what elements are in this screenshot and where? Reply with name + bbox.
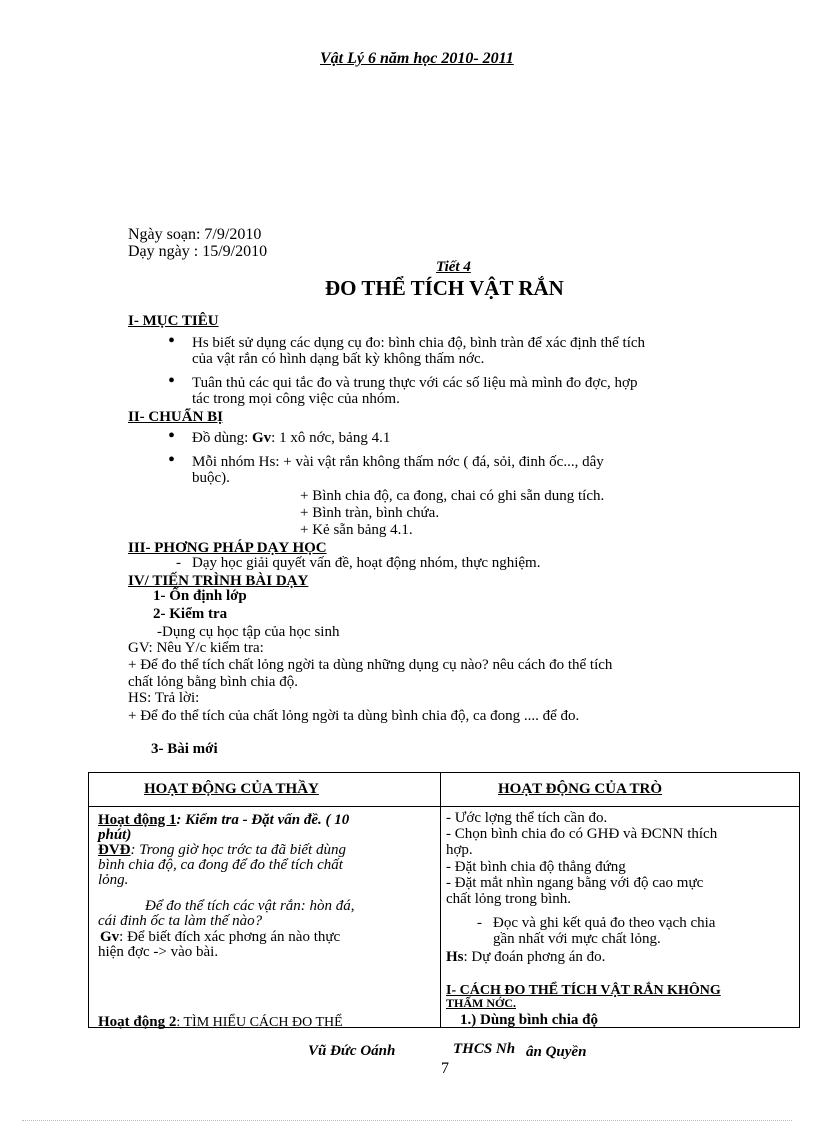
- hd1-line: [98, 813, 349, 828]
- hd1-label: Hoạt động 1: [98, 812, 177, 828]
- student-line-4: - Đặt bình chia độ thẳng đứng: [446, 859, 626, 875]
- prep-item-2: + Bình tràn, bình chứa.: [300, 505, 440, 521]
- col-teacher-header: HOẠT ĐỘNG CỦA THẦY: [144, 781, 319, 797]
- date-prepared: Ngày soạn: 7/9/2010: [128, 226, 262, 243]
- page-bottom-divider: [22, 1120, 792, 1121]
- dvd-label: ĐVĐ: [98, 842, 131, 858]
- hd2-title: : TÌM HIỂU CÁCH ĐO THỂ: [176, 1015, 343, 1030]
- question-line-2: cái đinh ốc ta làm thế nào?: [98, 913, 263, 929]
- check-line-2: GV: Nêu Y/c kiểm tra:: [128, 640, 264, 656]
- student-line-6: chất lỏng trong bình.: [446, 891, 571, 907]
- check-line-3: + Để đo thể tích chất lỏng ngời ta dùng những dụng cụ nào? nêu cách đo thể tích: [128, 657, 613, 673]
- student-line-2: - Chọn bình chia đo có GHĐ và ĐCNN thích: [446, 826, 718, 842]
- footer-school-a: THCS Nh: [453, 1041, 516, 1057]
- hd2-label: Hoạt động 2: [98, 1014, 177, 1030]
- section2-bullet-2a: • Mỗi nhóm Hs: + vài vật rắn không thấm nớc ( đá, sỏi, đinh ốc..., dây: [192, 454, 604, 470]
- section3-item: - Dạy học giải quyết vấn đề, hoạt động nhóm, thực nghiệm.: [192, 555, 540, 571]
- hs-line: [446, 950, 605, 965]
- section2-bullet-2b: buộc).: [192, 470, 230, 486]
- header-title: Vật Lý 6 năm học 2010- 2011: [320, 50, 514, 67]
- tools-text: : 1 xô nớc, bảng 4.1: [271, 430, 391, 446]
- section-i-heading-1: I- CÁCH ĐO THỂ TÍCH VẬT RẮN KHÔNG: [446, 983, 721, 998]
- dvd-line-1: [98, 843, 346, 858]
- gv-line-2: hiện đợc -> vào bài.: [98, 944, 219, 960]
- gv-table-label: Gv: [100, 929, 120, 945]
- col-student-header: HOẠT ĐỘNG CỦA TRÒ: [498, 781, 663, 797]
- prep-item-1: + Bình chia độ, ca đong, chai có ghi sẵn dung tích.: [300, 488, 605, 504]
- hs-text: : Dự đoán phơng án đo.: [463, 949, 606, 965]
- gv-line-1: [100, 930, 340, 945]
- hd1-title: : Kiểm tra - Đặt vấn đề. ( 10: [176, 812, 350, 828]
- read-line-1: - Đọc và ghi kết quả đo theo vạch chia: [493, 916, 715, 931]
- section1-bullet-1a: • Hs biết sử dụng các dụng cụ đo: bình chia độ, bình tràn để xác định thể tích: [192, 335, 645, 351]
- section1-heading: I- MỤC TIÊU: [128, 313, 219, 329]
- gv-label: Gv: [252, 430, 272, 446]
- dvd-line-3: lỏng.: [98, 872, 129, 888]
- table-header-line: [89, 806, 799, 807]
- dvd-line-2: bình chia độ, ca đong để đo thể tích chất: [98, 857, 343, 873]
- read-line-2: gần nhất với mực chất lỏng.: [493, 931, 661, 947]
- step-2: 2- Kiểm tra: [153, 606, 228, 622]
- table-divider: [440, 773, 441, 1028]
- step-1: 1- Ổn định lớp: [153, 588, 247, 604]
- page-number: 7: [441, 1060, 449, 1077]
- student-line-3: hợp.: [446, 842, 473, 858]
- step-3: 3- Bài mới: [151, 741, 218, 757]
- hd2-line: [98, 1015, 343, 1030]
- footer-author: Vũ Đức Oánh: [308, 1043, 396, 1059]
- hd1-time: phút): [98, 827, 132, 843]
- subsection-1: 1.) Dùng bình chia độ: [460, 1012, 598, 1028]
- check-line-5: HS: Trả lời:: [128, 690, 200, 706]
- date-taught: Dạy ngày : 15/9/2010: [128, 243, 268, 260]
- footer-school-b: ân Quyền: [526, 1044, 587, 1060]
- question-line-1: Để đo thể tích các vật rắn: hòn đá,: [145, 898, 355, 914]
- section-i-heading-2: THẤM NỚC.: [446, 996, 516, 1010]
- lesson-title: ĐO THỂ TÍCH VẬT RẮN: [325, 276, 564, 300]
- lesson-period: Tiết 4: [436, 259, 471, 275]
- section3-heading: III- PHƠNG PHÁP DẠY HỌC: [128, 540, 327, 556]
- section1-bullet-2b: tác trong mọi công việc của nhóm.: [192, 391, 400, 407]
- section1-bullet-2a: • Tuân thủ các qui tắc đo và trung thực với các số liệu mà mình đo đợc, hợp: [192, 375, 637, 391]
- section4-heading: IV/ TIẾN TRÌNH BÀI DẠY: [128, 573, 309, 589]
- check-line-6: + Để đo thể tích của chất lỏng ngời ta dùng bình chia độ, ca đong .... để đo.: [128, 708, 580, 724]
- student-line-5: - Đặt mắt nhìn ngang bằng với độ cao mực: [446, 875, 704, 891]
- tools-label: Đồ dùng:: [192, 430, 252, 446]
- check-line-1: -Dụng cụ học tập của học sinh: [157, 624, 340, 640]
- section2-bullet-1: [192, 430, 390, 446]
- gv-text-1: : Để biết đích xác phơng án nào thực: [119, 929, 341, 945]
- dvd-text-1: : Trong giờ học trớc ta đã biết dùng: [130, 842, 346, 858]
- prep-item-3: + Kẻ sẵn bảng 4.1.: [300, 522, 413, 538]
- activity-table: [88, 772, 800, 1028]
- hs-label: Hs: [446, 949, 464, 965]
- section1-bullet-1b: của vật rắn có hình dạng bất kỳ không thấm nớc.: [192, 351, 485, 367]
- check-line-4: chất lỏng bằng bình chia độ.: [128, 674, 298, 690]
- student-line-1: - Ước lợng thể tích cần đo.: [446, 810, 608, 826]
- section2-heading: II- CHUẨN BỊ: [128, 409, 224, 425]
